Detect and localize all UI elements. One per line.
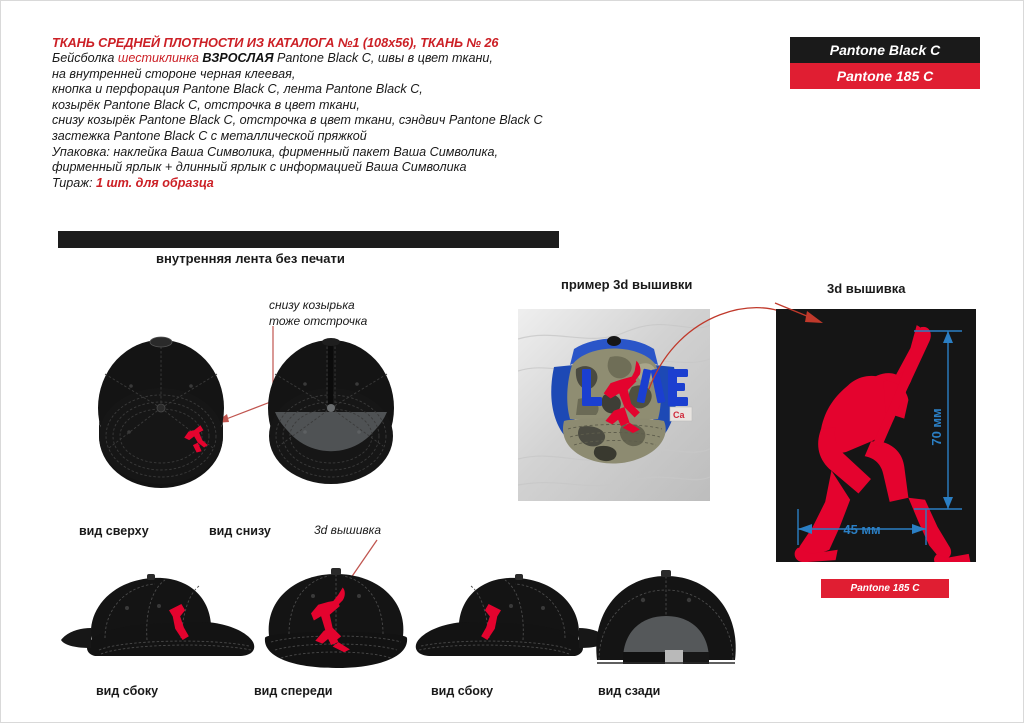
view-label-bottom: вид снизу (209, 524, 271, 538)
photo-example-heading: пример 3d вышивки (561, 277, 693, 292)
svg-text:Ca: Ca (673, 410, 685, 420)
spec-line-1-part-d: Pantone Black C, швы в цвет ткани, (273, 51, 493, 65)
visor-stitch-note-line-1: снизу козырька (269, 298, 355, 312)
quantity-label: Тираж: (52, 175, 96, 190)
dimension-width-text: 45 мм (843, 522, 881, 537)
spec-line-8: фирменный ярлык + длинный ярлык с информацией Ваша Символика (52, 160, 467, 175)
pantone-185-bottom-swatch: Pantone 185 C (821, 579, 949, 598)
spec-line-1-highlight: шестиклинка (117, 51, 203, 65)
view-label-front: вид спереди (254, 684, 333, 698)
dimension-height-text: 70 мм (929, 408, 944, 446)
inner-tape-label: внутренняя лента без печати (156, 251, 345, 266)
spec-line-1 (52, 51, 752, 67)
pantone-swatch-stack (790, 37, 980, 89)
embroidery-dimension-panel (776, 309, 976, 562)
view-label-top: вид сверху (79, 524, 149, 538)
spec-line-6: застежка Pantone Black C с металлической пряжкой (52, 128, 367, 143)
spec-line-1-part-a: Бейсболка (52, 51, 118, 65)
specification-text-block (52, 34, 752, 191)
cap-bottom-view (249, 336, 414, 501)
view-label-back: вид сзади (598, 684, 661, 698)
spec-line-4: козырёк Pantone Black C, отстрочка в цвет ткани, (52, 97, 360, 112)
inner-tape-bar (58, 231, 559, 248)
cap-front-view (249, 564, 424, 674)
pantone-black-swatch: Pantone Black C (790, 37, 980, 63)
spec-line-3: кнопка и перфорация Pantone Black C, лента Pantone Black C, (52, 82, 423, 97)
spec-line-2: на внутренней стороне черная клеевая, (52, 66, 296, 81)
pantone-185-swatch: Pantone 185 C (790, 63, 980, 89)
quantity-value: 1 шт. для образца (95, 175, 214, 190)
visor-stitch-note-line-2: тоже отстрочка (269, 314, 368, 328)
panel-pointer-arrow (773, 301, 829, 327)
embroidery-panel-heading: 3d вышивка (827, 281, 906, 296)
cap-side-view-left (61, 566, 261, 671)
spec-line-1-bold: ВЗРОСЛАЯ (202, 51, 274, 65)
spec-line-9 (52, 176, 752, 192)
embroidery-note-label: 3d вышивка (314, 523, 382, 537)
view-label-side-left: вид сбоку (96, 684, 159, 698)
cap-top-view (79, 336, 244, 501)
spec-title: ТКАНЬ СРЕДНЕЙ ПЛОТНОСТИ ИЗ КАТАЛОГА №1 (108x56), ТКАНЬ № 26 (52, 35, 499, 50)
spec-line-5: снизу козырёк Pantone Black C, отстрочка в цвет ткани, сэндвич Pantone Black C (52, 113, 543, 128)
spec-line-7: Упаковка: наклейка Ваша Символика, фирменный пакет Ваша Символика, (52, 144, 498, 159)
cap-back-view (579, 564, 754, 674)
visor-stitch-note (269, 297, 367, 329)
view-label-side-right: вид сбоку (431, 684, 494, 698)
